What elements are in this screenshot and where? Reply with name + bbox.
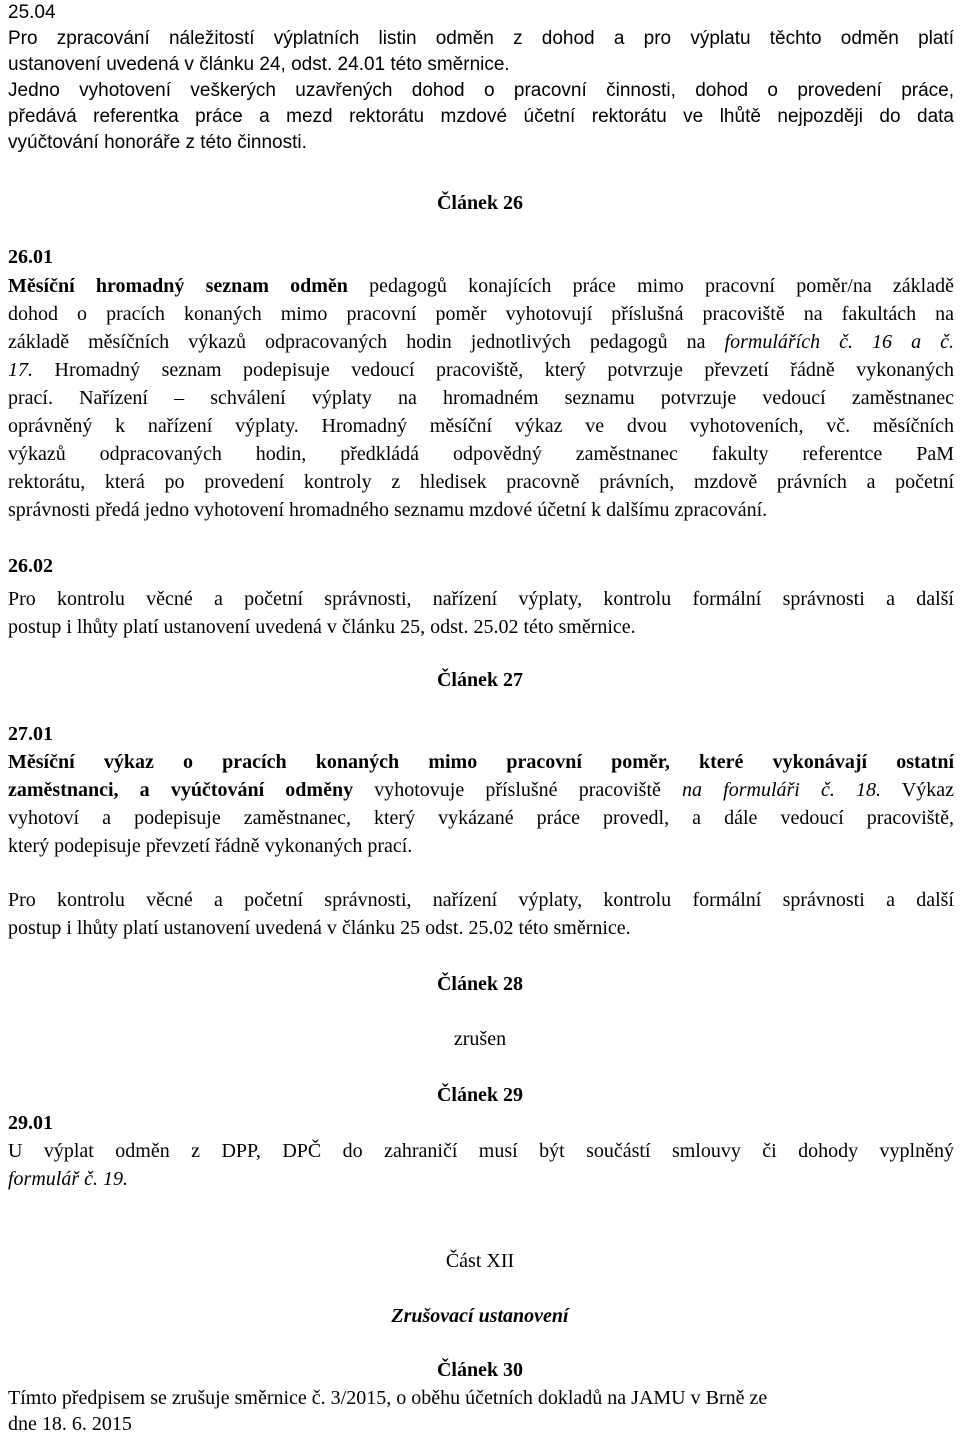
text-line: Pro kontrolu věcné a početní správnosti, nařízení výplaty, kontrolu formální správnosti a další	[8, 889, 954, 911]
text-line: oprávněný k nařízení výplaty. Hromadný měsíční výkaz ve dvou vyhotoveních, vč. měsíčních	[8, 415, 954, 437]
text-line: správnosti předá jedno vyhotovení hromadného seznamu mzdové účetní k dalšímu zpracování.	[8, 499, 768, 521]
article-heading-29: Článek 29	[436, 1084, 524, 1106]
text-span: Výkaz	[881, 779, 954, 801]
text-line: vyhotoví a podepisuje zaměstnanec, který vykázané práce provedl, a dále vedoucí pracoviště,	[8, 807, 954, 829]
bold-term: Měsíční hromadný seznam odměn	[8, 275, 348, 297]
text-span: vyhotovuje příslušné pracoviště	[353, 779, 683, 801]
form-reference: 17.	[8, 359, 33, 381]
part-heading: Část XII	[445, 1250, 515, 1272]
article-heading-27: Článek 27	[436, 669, 524, 691]
text-line: Pro kontrolu věcné a početní správnosti, nařízení výplaty, kontrolu formální správnosti a další	[8, 588, 954, 610]
text-line: postup i lhůty platí ustanovení uvedená v článku 25 odst. 25.02 této směrnice.	[8, 917, 631, 939]
text-line: ustanovení uvedená v článku 24, odst. 24.01 této směrnice.	[8, 54, 510, 75]
article-heading-30: Článek 30	[436, 1359, 524, 1381]
part-subtitle: Zrušovací ustanovení	[391, 1305, 569, 1327]
form-reference: formulář č. 19.	[8, 1168, 128, 1190]
text-line: dne 18. 6. 2015	[8, 1413, 132, 1435]
text-line: postup i lhůty platí ustanovení uvedená v článku 25, odst. 25.02 této směrnice.	[8, 616, 636, 638]
text-line: rektorátu, která po provedení kontroly z hledisek pracovně právních, mzdově právních a početní	[8, 471, 954, 493]
section-number-25-04: 25.04	[8, 2, 56, 23]
text-span: Hromadný seznam podepisuje vedoucí pracoviště, který potvrzuje převzetí řádně vykonaných	[33, 359, 954, 381]
text-line	[8, 777, 954, 803]
article-heading-26: Článek 26	[436, 192, 524, 214]
text-line: předává referentka práce a mezd rektorátu mzdové účetní rektorátu ve lhůtě nejpozději do data	[8, 106, 954, 127]
text-line: Jedno vyhotovení veškerých uzavřených dohod o pracovní činnosti, dohod o provedení práce,	[8, 80, 954, 101]
text-line: prací. Nařízení – schválení výplaty na hromadném seznamu potvrzuje vedoucí zaměstnanec	[8, 387, 954, 409]
text-span: pedagogů konajících práce mimo pracovní poměr/na základě	[347, 275, 954, 297]
section-number-26-01: 26.01	[8, 246, 53, 268]
repealed-note: zrušen	[453, 1028, 507, 1050]
text-line: Tímto předpisem se zrušuje směrnice č. 3/2015, o oběhu účetních dokladů na JAMU v Brně ze	[8, 1387, 768, 1409]
text-line: který podepisuje převzetí řádně vykonaných prací.	[8, 835, 413, 857]
text-line: U výplat odměn z DPP, DPČ do zahraničí musí být součástí smlouvy či dohody vyplněný	[8, 1140, 954, 1162]
section-number-26-02: 26.02	[8, 555, 53, 577]
form-reference: na formuláři č. 18.	[682, 779, 882, 801]
text-line	[8, 273, 954, 299]
text-line: výkazů odpracovaných hodin, předkládá odpovědný zaměstnanec fakulty referentce PaM	[8, 443, 954, 465]
section-number-27-01: 27.01	[8, 723, 53, 745]
article-heading-28: Článek 28	[436, 973, 524, 995]
section-number-29-01: 29.01	[8, 1112, 53, 1134]
text-line: vyúčtování honoráře z této činnosti.	[8, 132, 307, 153]
text-span: základě měsíčních výkazů odpracovaných hodin jednotlivých pedagogů na	[8, 331, 725, 353]
text-line	[8, 357, 954, 383]
text-line: Pro zpracování náležitostí výplatních listin odměn z dohod a pro výplatu těchto odměn platí	[8, 28, 954, 49]
text-line: dohod o pracích konaných mimo pracovní poměr vyhotovují příslušná pracoviště na fakultách na	[8, 303, 954, 325]
bold-term: zaměstnanci, a vyúčtování odměny	[8, 779, 354, 801]
text-line	[8, 329, 954, 355]
form-reference: formulářích č. 16 a č.	[724, 331, 954, 353]
text-line: Měsíční výkaz o pracích konaných mimo pracovní poměr, které vykonávají ostatní	[8, 751, 954, 773]
